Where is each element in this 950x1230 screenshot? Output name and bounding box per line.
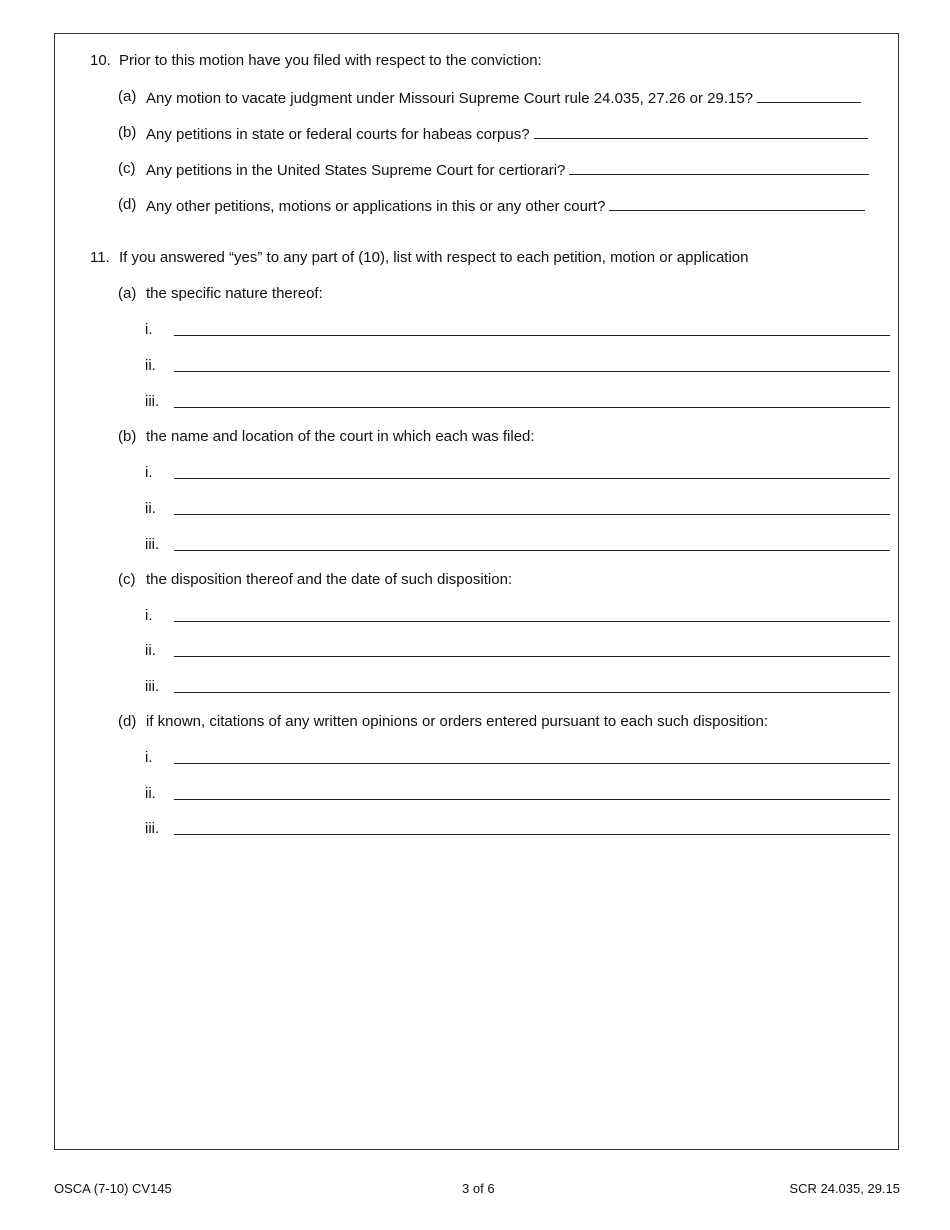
answer-line[interactable]	[174, 692, 890, 693]
question-number: 10.	[90, 52, 111, 69]
answer-line[interactable]	[174, 514, 890, 515]
line-label: i.	[145, 464, 153, 481]
item-text: Any petitions in state or federal courts for habeas corpus?	[146, 126, 530, 143]
form-id: OSCA (7-10) CV145	[54, 1181, 172, 1196]
line-label: iii.	[145, 536, 160, 553]
line-label: ii.	[145, 500, 156, 517]
answer-line[interactable]	[174, 656, 890, 657]
line-label: iii.	[145, 393, 160, 410]
line-label: i.	[145, 749, 153, 766]
question-text: If you answered “yes” to any part of (10), list with respect to each petition, motion or application	[119, 249, 749, 266]
answer-blank[interactable]	[609, 196, 865, 211]
item-text: the name and location of the court in which each was filed:	[146, 428, 535, 445]
answer-blank[interactable]	[534, 124, 868, 139]
rule-reference: SCR 24.035, 29.15	[789, 1181, 900, 1196]
item-letter: (a)	[118, 285, 137, 302]
line-label: ii.	[145, 642, 156, 659]
page-of: of	[472, 1181, 484, 1196]
item-letter: (d)	[118, 713, 137, 730]
answer-line[interactable]	[174, 799, 890, 800]
answer-line[interactable]	[174, 550, 890, 551]
question-number: 11.	[90, 249, 110, 266]
page-number	[462, 1181, 495, 1196]
answer-line[interactable]	[174, 335, 890, 336]
item-text: the disposition thereof and the date of such disposition:	[146, 571, 513, 588]
answer-line[interactable]	[174, 763, 890, 764]
item-letter: (c)	[118, 160, 136, 177]
item-text: the specific nature thereof:	[146, 285, 323, 302]
answer-line[interactable]	[174, 371, 890, 372]
question-text: Prior to this motion have you filed with respect to the conviction:	[119, 52, 542, 69]
page-total: 6	[487, 1181, 495, 1196]
answer-blank[interactable]	[569, 160, 869, 175]
item-letter: (a)	[118, 88, 137, 105]
line-label: ii.	[145, 785, 156, 802]
item-text: Any petitions in the United States Supreme Court for certiorari?	[146, 162, 566, 179]
line-label: ii.	[145, 357, 156, 374]
line-label: i.	[145, 321, 153, 338]
answer-line[interactable]	[174, 621, 890, 622]
item-letter: (d)	[118, 196, 137, 213]
line-label: iii.	[145, 678, 160, 695]
item-text: Any other petitions, motions or applications in this or any other court?	[146, 198, 606, 215]
answer-line[interactable]	[174, 407, 890, 408]
item-letter: (b)	[118, 124, 137, 141]
item-text: Any motion to vacate judgment under Missouri Supreme Court rule 24.035, 27.26 or 29.15?	[146, 90, 754, 107]
item-text: if known, citations of any written opinions or orders entered pursuant to each such disposition:	[146, 713, 769, 730]
item-letter: (b)	[118, 428, 137, 445]
answer-line[interactable]	[174, 478, 890, 479]
answer-blank[interactable]	[757, 88, 861, 103]
page-current: 3	[462, 1181, 470, 1196]
line-label: i.	[145, 607, 153, 624]
answer-line[interactable]	[174, 834, 890, 835]
item-letter: (c)	[118, 571, 136, 588]
line-label: iii.	[145, 820, 160, 837]
